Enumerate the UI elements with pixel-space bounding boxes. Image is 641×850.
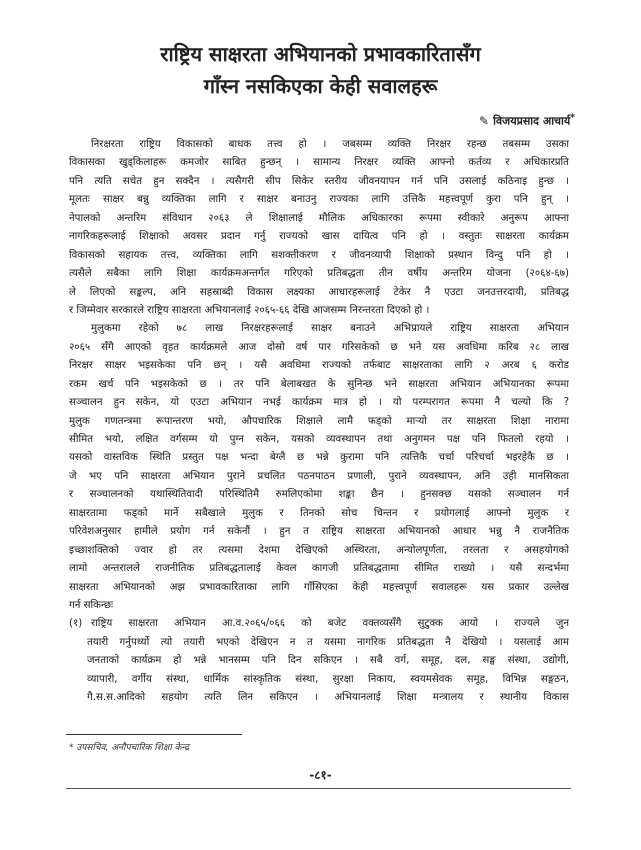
paragraph-line: विकासका खुड्किलाहरू कमजोर साबित हुन्छन् । सामान्य निरक्षर व्यक्ति आफ्नो कर्तव्य र अधिकारप्रति (69, 157, 569, 169)
list-item-line: राष्ट्रिय साक्षरता अभियान आ.व.२०६५/०६६ को बजेट वक्तव्यसँगै सुटुक्क आयो । राज्यले जुन (91, 618, 569, 630)
paragraph-line: साक्षरतामा फड्को मार्ने सबैखाले मुलुक र तिनको सोच चिन्तन र प्रयोगलाई आफ्नो मुलुक र (69, 507, 569, 519)
paragraph-line: जे भए पनि साक्षरता अभियान पुराने प्रचलित पठनपाठन प्रणाली, पुराने व्यवस्थापन, अनि उही मानसिकता (69, 470, 569, 482)
paragraph-line: ले लिएको सङ्कल्प, अनि सहस्राब्दी विकास लक्ष्यका आधारहरूलाई टेकेर नै एउटा जनउत्तरदायी, प्रतिबद्ध (69, 286, 569, 298)
paragraph-line: २०६५ सँगै आएको वृहत कार्यक्रमले आज दोस्रो वर्ष पार गरिसकेको छ भने यस अवधिमा करिब २८ लाख (69, 341, 569, 353)
paragraph-line: सीमित भयो, लक्षित वर्गसम्म यो पुग्न सकेन, यसको व्यवस्थापन तथा अनुगमन पक्ष पनि फितलो रहयो । (69, 434, 569, 445)
document-body (69, 136, 569, 708)
author-footnote-mark: * (570, 113, 575, 123)
paragraph-line: पनि त्यति सचेत हुन सक्दैन । त्यसैगरी सीप सिकेर स्तरीय जीवनयापन गर्न पनि उसलाई कठिनाइ हुन्छ । (69, 175, 569, 187)
paragraph-line: रकम खर्च पनि भइसकेको छ । तर पनि बेलाबखत के सुनिन्छ भने साक्षरता अभियान अभियानका रूपमा (69, 378, 569, 390)
footnote-mark: * (69, 743, 74, 753)
title-line-2: गाँस्न नसकिएका केही सवालहरू (203, 74, 438, 98)
page-number: -८१- (309, 768, 332, 782)
list-item-line: व्यापारी, वर्गीय संस्था, धार्मिक सांस्कृतिक संस्था, सुरक्षा निकाय, स्वयमसेवक समूह, विभिन्न सङ्गठन, (87, 673, 569, 685)
list-item-line: तयारी गर्नुपर्थ्यो त्यो तयारी भएको देखिएन न त यसमा नागरिक प्रतिबद्धता नै देखियो । यसलाई आम (87, 636, 569, 648)
list-item-number: (१) (69, 618, 83, 630)
footnote-text: उपसचिव, अनौपचारिक शिक्षा केन्द्र (76, 743, 189, 753)
paragraph-line: मुलुक गणतन्त्रमा रूपान्तरण भयो, औपचारिक शिक्षाले लामै फड्को मार्‍यो तर साक्षरता शिक्षा नारामा (69, 415, 569, 427)
paragraph-line: मुलुकमा रहेको ७८ लाख निरक्षरहरूलाई साक्षर बनाउने अभिप्रायले राष्ट्रिय साक्षरता अभियान (91, 323, 569, 335)
paragraph-line: लामो अन्तरालले राजनीतिक प्रतिबद्धतालाई केवल कागजी प्रतिबद्धतामा सीमित राख्यो । यसै सन्दर्भमा (69, 563, 569, 575)
paragraph-line: र सञ्चालनको यथास्थितिवादी परिस्थितिमै रुमलिएकोमा शङ्का छैन । हुनसक्छ यसको सञ्चालन गर्न (69, 489, 569, 501)
list-item-line: जनताको कार्यक्रम हो भन्ने भानसम्म पनि दिन सकिएन । सबै वर्ग, समूह, दल, सङ्घ संस्था, उद्योगी, (87, 655, 569, 667)
paragraph-line: गर्न सकिन्छः (69, 599, 114, 611)
bottom-divider (66, 788, 571, 789)
paragraph-line: त्यसैले सबैका लागि शिक्षा कार्यक्रमअन्तर्गत गरिएको प्रतिबद्धता तीन वर्षीय अन्तरिम योजना (२०६४-६७) (69, 268, 569, 280)
paragraph-line: इच्छाशक्तिको ज्वार हो तर त्यसमा देशमा देखिएको अस्थिरता, अन्योलपूर्णता, तरलता र असहयोगको (69, 544, 569, 556)
paragraph-line: विकासको सहायक तत्त्व, व्यक्तिका लागि सशक्तीकरण र जीवनव्यापी शिक्षाको प्रस्थान विन्दु पनि हो । (69, 249, 569, 261)
paragraph-line: निरक्षर साक्षर भइसकेका पनि छन् । यसै अवधिमा राज्यको तर्फबाट साक्षरताका लागि २ अरब ६ करोड (69, 360, 569, 372)
paragraph-line: निरक्षरता राष्ट्रिय विकासको बाधक तत्त्व हो । जबसम्म व्यक्ति निरक्षर रहन्छ तबसम्म उसका (91, 139, 569, 150)
author-byline (479, 113, 575, 129)
footnote (69, 740, 189, 753)
list-item (69, 615, 569, 633)
paragraph-line: नेपालको अन्तरिम संविधान २०६३ ले शिक्षालाई मौलिक अधिकारका रूपमा स्वीकारे अनुरूप आफ्ना (69, 212, 569, 224)
paragraph-line: मूलतः साक्षर बन्नु व्यक्तिका लागि र साक्षर बनाउनु राज्यका लागि उत्तिकै महत्त्वपूर्ण कुरा पनि हुन् । (69, 194, 569, 206)
paragraph-line: परिवेशअनुसार हामीले प्रयोग गर्न सकेनौं । हुन त राष्ट्रिय साक्षरता अभियानको आधार भन्नु नै राजनैतिक (69, 526, 569, 538)
paragraph-line: नागरिकहरूलाई शिक्षाको अवसर प्रदान गर्नु राज्यको खास दायित्व पनि हो । वस्तुतः साक्षरता कार्यक्रम (69, 231, 569, 243)
paragraph-line: र जिम्मेवार सरकारले राष्ट्रिय साक्षरता अभियानलाई २०६५-६६ देखि आजसम्म निरन्तरता दिएको हो । (69, 304, 430, 316)
paragraph-line: साक्षरता अभियानको अझ प्रभावकारिताका लागि गाँसिएका केही महत्त्वपूर्ण सवालहरू यस प्रकार उल्लेख (69, 581, 569, 593)
list-item-line: गै.स.स.आदिको सहयोग त्यति लिन सकिएन । अभियानलाई शिक्षा मन्त्रालय र स्थानीय विकास (87, 692, 569, 704)
paragraph-line: यसको वास्तविक स्थिति प्रस्तुत पक्ष भन्दा बेग्लै छ भन्ने कुरामा पनि त्यत्तिकै चर्चा परिचर्चा भइरहेकै छ । (69, 452, 569, 464)
footnote-divider (66, 734, 242, 735)
pen-icon: ✎ (479, 113, 490, 128)
paragraph-line: सञ्चालन हुन सकेन, यो एउटा अभियान नभई कार्यक्रम मात्र हो । यो परम्परागत रूपमा नै चल्यो कि ? (69, 397, 569, 409)
title-line-1: राष्ट्रिय साक्षरता अभियानको प्रभावकारितासँग (160, 42, 481, 66)
author-name: विजयप्रसाद आचार्य (493, 114, 571, 128)
